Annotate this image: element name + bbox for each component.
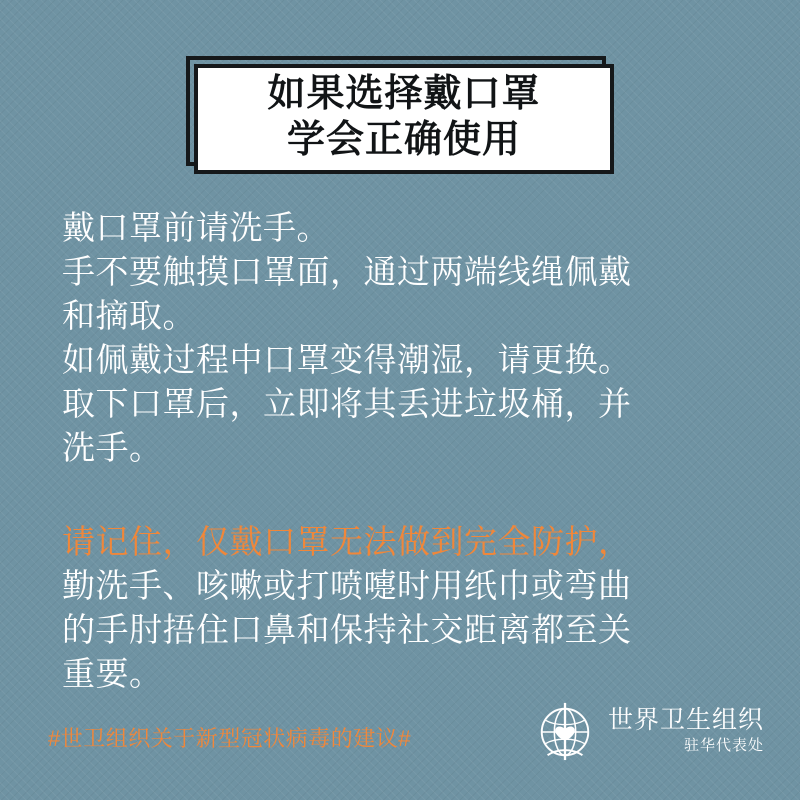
who-organization-name: 世界卫生组织 [607, 706, 764, 734]
who-logo-group [534, 700, 764, 762]
who-emblem-icon [534, 700, 596, 762]
who-office-name: 驻华代表处 [683, 737, 764, 754]
title-line-2: 学会正确使用 [286, 119, 521, 161]
body-line: 如佩戴过程中口罩变得潮湿，请更换。 [62, 341, 632, 378]
body-line: 取下口罩后，立即将其丢进垃圾桶，并 [62, 385, 632, 422]
title-frame [194, 64, 614, 174]
title-block [186, 56, 614, 174]
body-line: 勤洗手、咳嗽或打喷嚏时用纸巾或弯曲 [62, 567, 632, 604]
body-line: 戴口罩前请洗手。 [62, 209, 330, 246]
body-line-highlight: 请记住，仅戴口罩无法做到完全防护， [62, 523, 632, 560]
body-line: 重要。 [62, 655, 163, 692]
body-line: 和摘取。 [62, 297, 196, 334]
paragraph-spacer [62, 470, 752, 520]
body-line: 的手肘捂住口鼻和保持社交距离都至关 [62, 611, 632, 648]
campaign-hashtag: #世卫组织关于新型冠状病毒的建议# [48, 726, 411, 751]
body-line: 洗手。 [62, 429, 163, 466]
who-text-block [608, 705, 764, 757]
title-line-1: 如果选择戴口罩 [267, 73, 541, 115]
body-line: 手不要触摸口罩面，通过两端线绳佩戴 [62, 253, 632, 290]
body-text [62, 206, 752, 696]
